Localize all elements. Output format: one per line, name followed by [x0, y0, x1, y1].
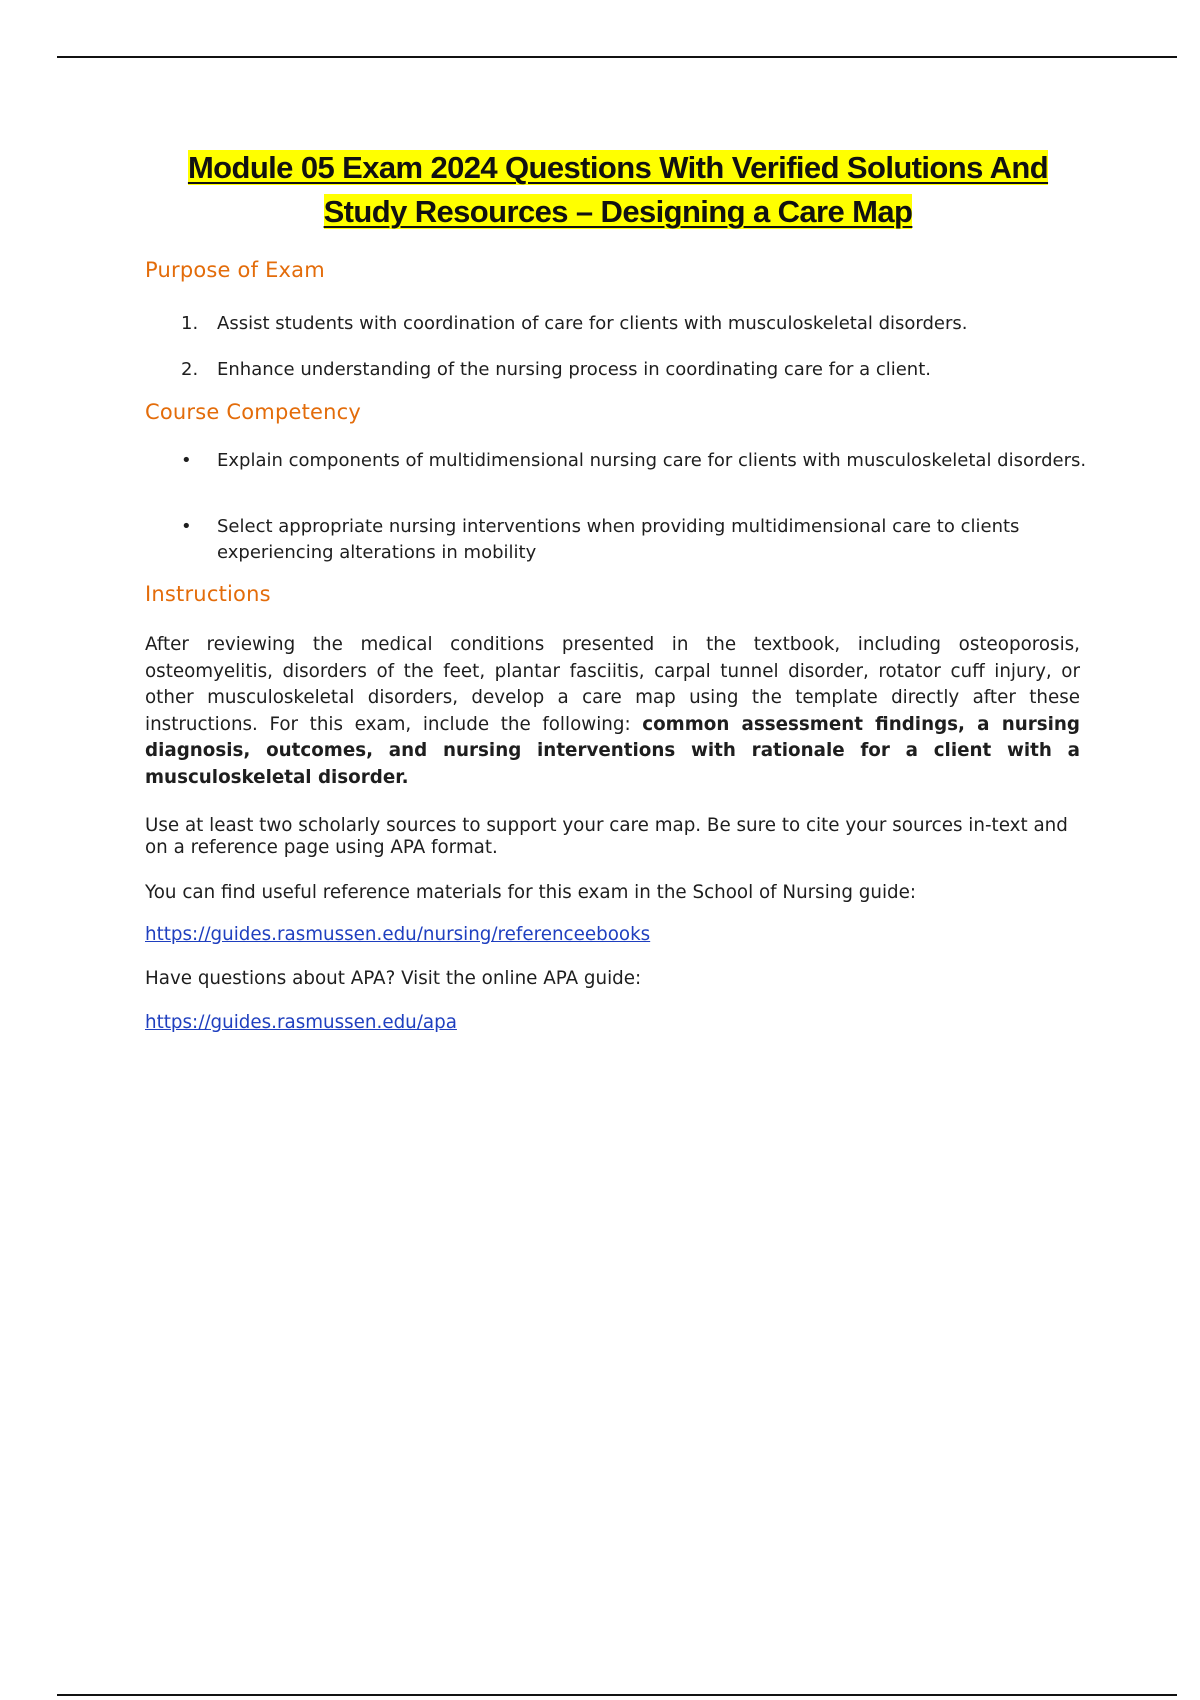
reference-link-row [145, 922, 1080, 949]
reference-books-link[interactable]: https://guides.rasmussen.edu/nursing/referenceebooks [145, 924, 651, 945]
purpose-item-text: Assist students with coordination of care for clients with musculoskeletal disorders. [217, 313, 968, 334]
top-rule [57, 56, 1177, 58]
instructions-paragraph [145, 632, 1080, 791]
bullet-icon: • [181, 450, 192, 471]
apa-link-row [145, 1010, 1080, 1037]
reference-paragraph: You can find useful reference materials for this exam in the School of Nursing guide: [145, 882, 917, 903]
apa-paragraph: Have questions about APA? Visit the online APA guide: [145, 968, 642, 989]
bullet-icon: • [181, 516, 192, 537]
purpose-item-text: Enhance understanding of the nursing process in coordinating care for a client. [217, 359, 931, 380]
purpose-heading: Purpose of Exam [145, 258, 325, 282]
competency-heading: Course Competency [145, 400, 362, 424]
instructions-heading: Instructions [145, 582, 271, 606]
bottom-rule [57, 1694, 1177, 1696]
sources-paragraph: Use at least two scholarly sources to support your care map. Be sure to cite your sources in-text and on a reference page using APA format. [145, 815, 1068, 858]
title-line-2: Study Resources – Designing a Care Map [323, 194, 913, 229]
list-number: 2. [181, 359, 199, 380]
apa-guide-link[interactable]: https://guides.rasmussen.edu/apa [145, 1012, 457, 1033]
competency-item-text: Select appropriate nursing interventions when providing multidimensional care to clients experiencing alterations in mobility [217, 516, 1020, 563]
instructions-text: After reviewing the medical conditions presented in the textbook, including osteoporosis, osteomyelitis, disorders of the feet, plantar fasciitis, carpal tunnel disorder, rotator cuff injury, or other musculoskeletal disorders, develop a care map using the template directly after these instructions. For this exam, include the following: [145, 634, 1080, 735]
title-line-1: Module 05 Exam 2024 Questions With Verified Solutions And [187, 150, 1049, 185]
document-title [0, 146, 1200, 234]
instructions-bold-text: common assessment findings, a nursing diagnosis, outcomes, and nursing interventions with rationale for a client with a musculoskeletal disorder. [145, 713, 1080, 788]
competency-item-text: Explain components of multidimensional nursing care for clients with musculoskeletal disorders. [217, 450, 1087, 471]
list-number: 1. [181, 313, 199, 334]
